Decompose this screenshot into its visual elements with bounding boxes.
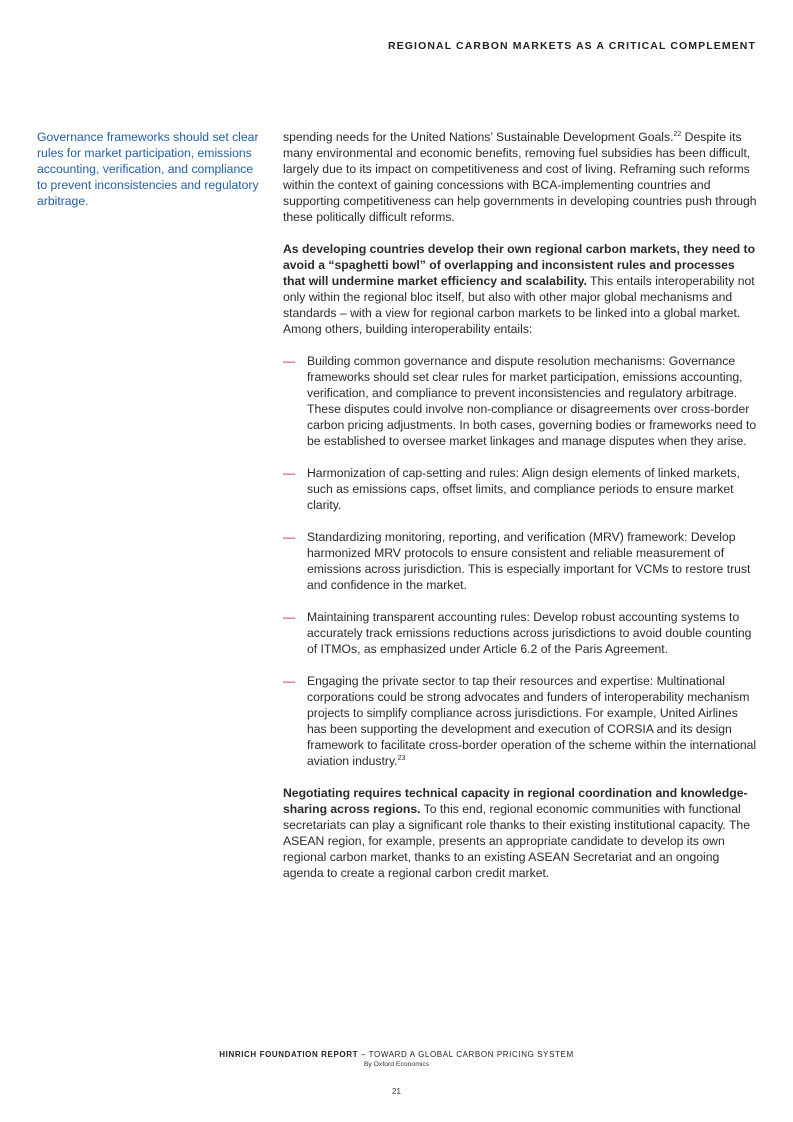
page-number: 21 (392, 1087, 401, 1096)
paragraph-1 (283, 129, 757, 225)
list-item-text: Engaging the private sector to tap their resources and expertise: Multinational corporations could be strong advocates and funders of interoperability mechanism projects to simplify compliance across jurisdictions. For example, United Airlines has been supporting the development and execution of CORSIA and its design framework to facilitate cross-border operation of the scheme within the international aviation industry. (307, 674, 757, 768)
paragraph-3-rest: To this end, regional economic communities with functional secretariats can play a significant role thanks to their existing institutional capacity. The ASEAN region, for example, presents an appropriate candidate to develop its own regional carbon market, thanks to an existing ASEAN Secretariat and an ongoing agenda to create a regional carbon credit market. (283, 802, 750, 880)
paragraph-3-lead: Negotiating requires technical capacity in regional coordination and knowledge-sharing across regions. (283, 786, 748, 816)
paragraph-2-lead: As developing countries develop their own regional carbon markets, they need to avoid a “spaghetti bowl” of overlapping and inconsistent rules and processes that will undermine market efficiency and scalability. (283, 242, 756, 288)
bullet-dash: — (283, 674, 296, 688)
bullet-dash: — (283, 610, 296, 624)
list-item (283, 609, 757, 657)
body-column (283, 129, 757, 897)
bullet-dash: — (283, 466, 296, 480)
running-header: REGIONAL CARBON MARKETS AS A CRITICAL COMPLEMENT (388, 40, 756, 52)
list-item-text: Building common governance and dispute resolution mechanisms: Governance frameworks should set clear rules for market participation, emissions accounting, verification, and compliance to prevent inconsistencies and regulatory arbitrage. These disputes could involve non-compliance or disagreements over cross-border carbon pricing adjustments. In both cases, governing bodies or frameworks need to be established to oversee market linkages and manage disputes when they arise. (307, 354, 757, 448)
paragraph-2-rest: This entails interoperability not only within the regional bloc itself, but also with other major global mechanisms and standards – with a view for regional carbon markets to be linked into a global market. Among others, building interoperability entails: (283, 274, 755, 336)
interoperability-list (283, 353, 757, 769)
footer-report-subtitle: – TOWARD A GLOBAL CARBON PRICING SYSTEM (358, 1050, 574, 1059)
paragraph-1-rest: Despite its many environmental and economic benefits, removing fuel subsidies has been difficult, largely due to its impact on competitiveness and cost of living. Reframing such reforms within the context of gaining concessions with BCA-implementing countries and supporting competitiveness can help governments in developing countries push through these politically difficult reforms. (283, 130, 757, 224)
list-item (283, 465, 757, 513)
footnote-ref-23[interactable]: 23 (397, 755, 406, 762)
list-item (283, 353, 757, 449)
bullet-dash: — (283, 530, 296, 544)
footer-report-title (0, 1050, 793, 1059)
footer-report-name: HINRICH FOUNDATION REPORT (219, 1050, 359, 1059)
footnote-ref-22[interactable]: 22 (673, 131, 682, 138)
list-item (283, 529, 757, 593)
list-item-text: Harmonization of cap-setting and rules: Align design elements of linked markets, such as emissions caps, offset limits, and compliance periods to ensure market clarity. (307, 466, 740, 512)
footer-byline: By Oxford Economics (363, 1061, 430, 1068)
paragraph-1-text: spending needs for the United Nations’ Sustainable Development Goals. (283, 130, 674, 144)
list-item-text: Maintaining transparent accounting rules: Develop robust accounting systems to accurately track emissions reductions across jurisdictions to avoid double counting of ITMOs, as emphasized under Article 6.2 of the Paris Agreement. (307, 610, 752, 656)
pull-quote: Governance frameworks should set clear rules for market participation, emissions accounting, verification, and compliance to prevent inconsistencies and regulatory arbitrage. (37, 130, 259, 208)
list-item (283, 673, 757, 769)
paragraph-3 (283, 785, 757, 881)
paragraph-2 (283, 241, 757, 337)
list-item-text: Standardizing monitoring, reporting, and verification (MRV) framework: Develop harmonized MRV protocols to ensure consistent and reliable measurement of emissions across jurisdiction. This is especially important for VCMs to restore trust and confidence in the market. (307, 530, 751, 592)
bullet-dash: — (283, 354, 296, 368)
